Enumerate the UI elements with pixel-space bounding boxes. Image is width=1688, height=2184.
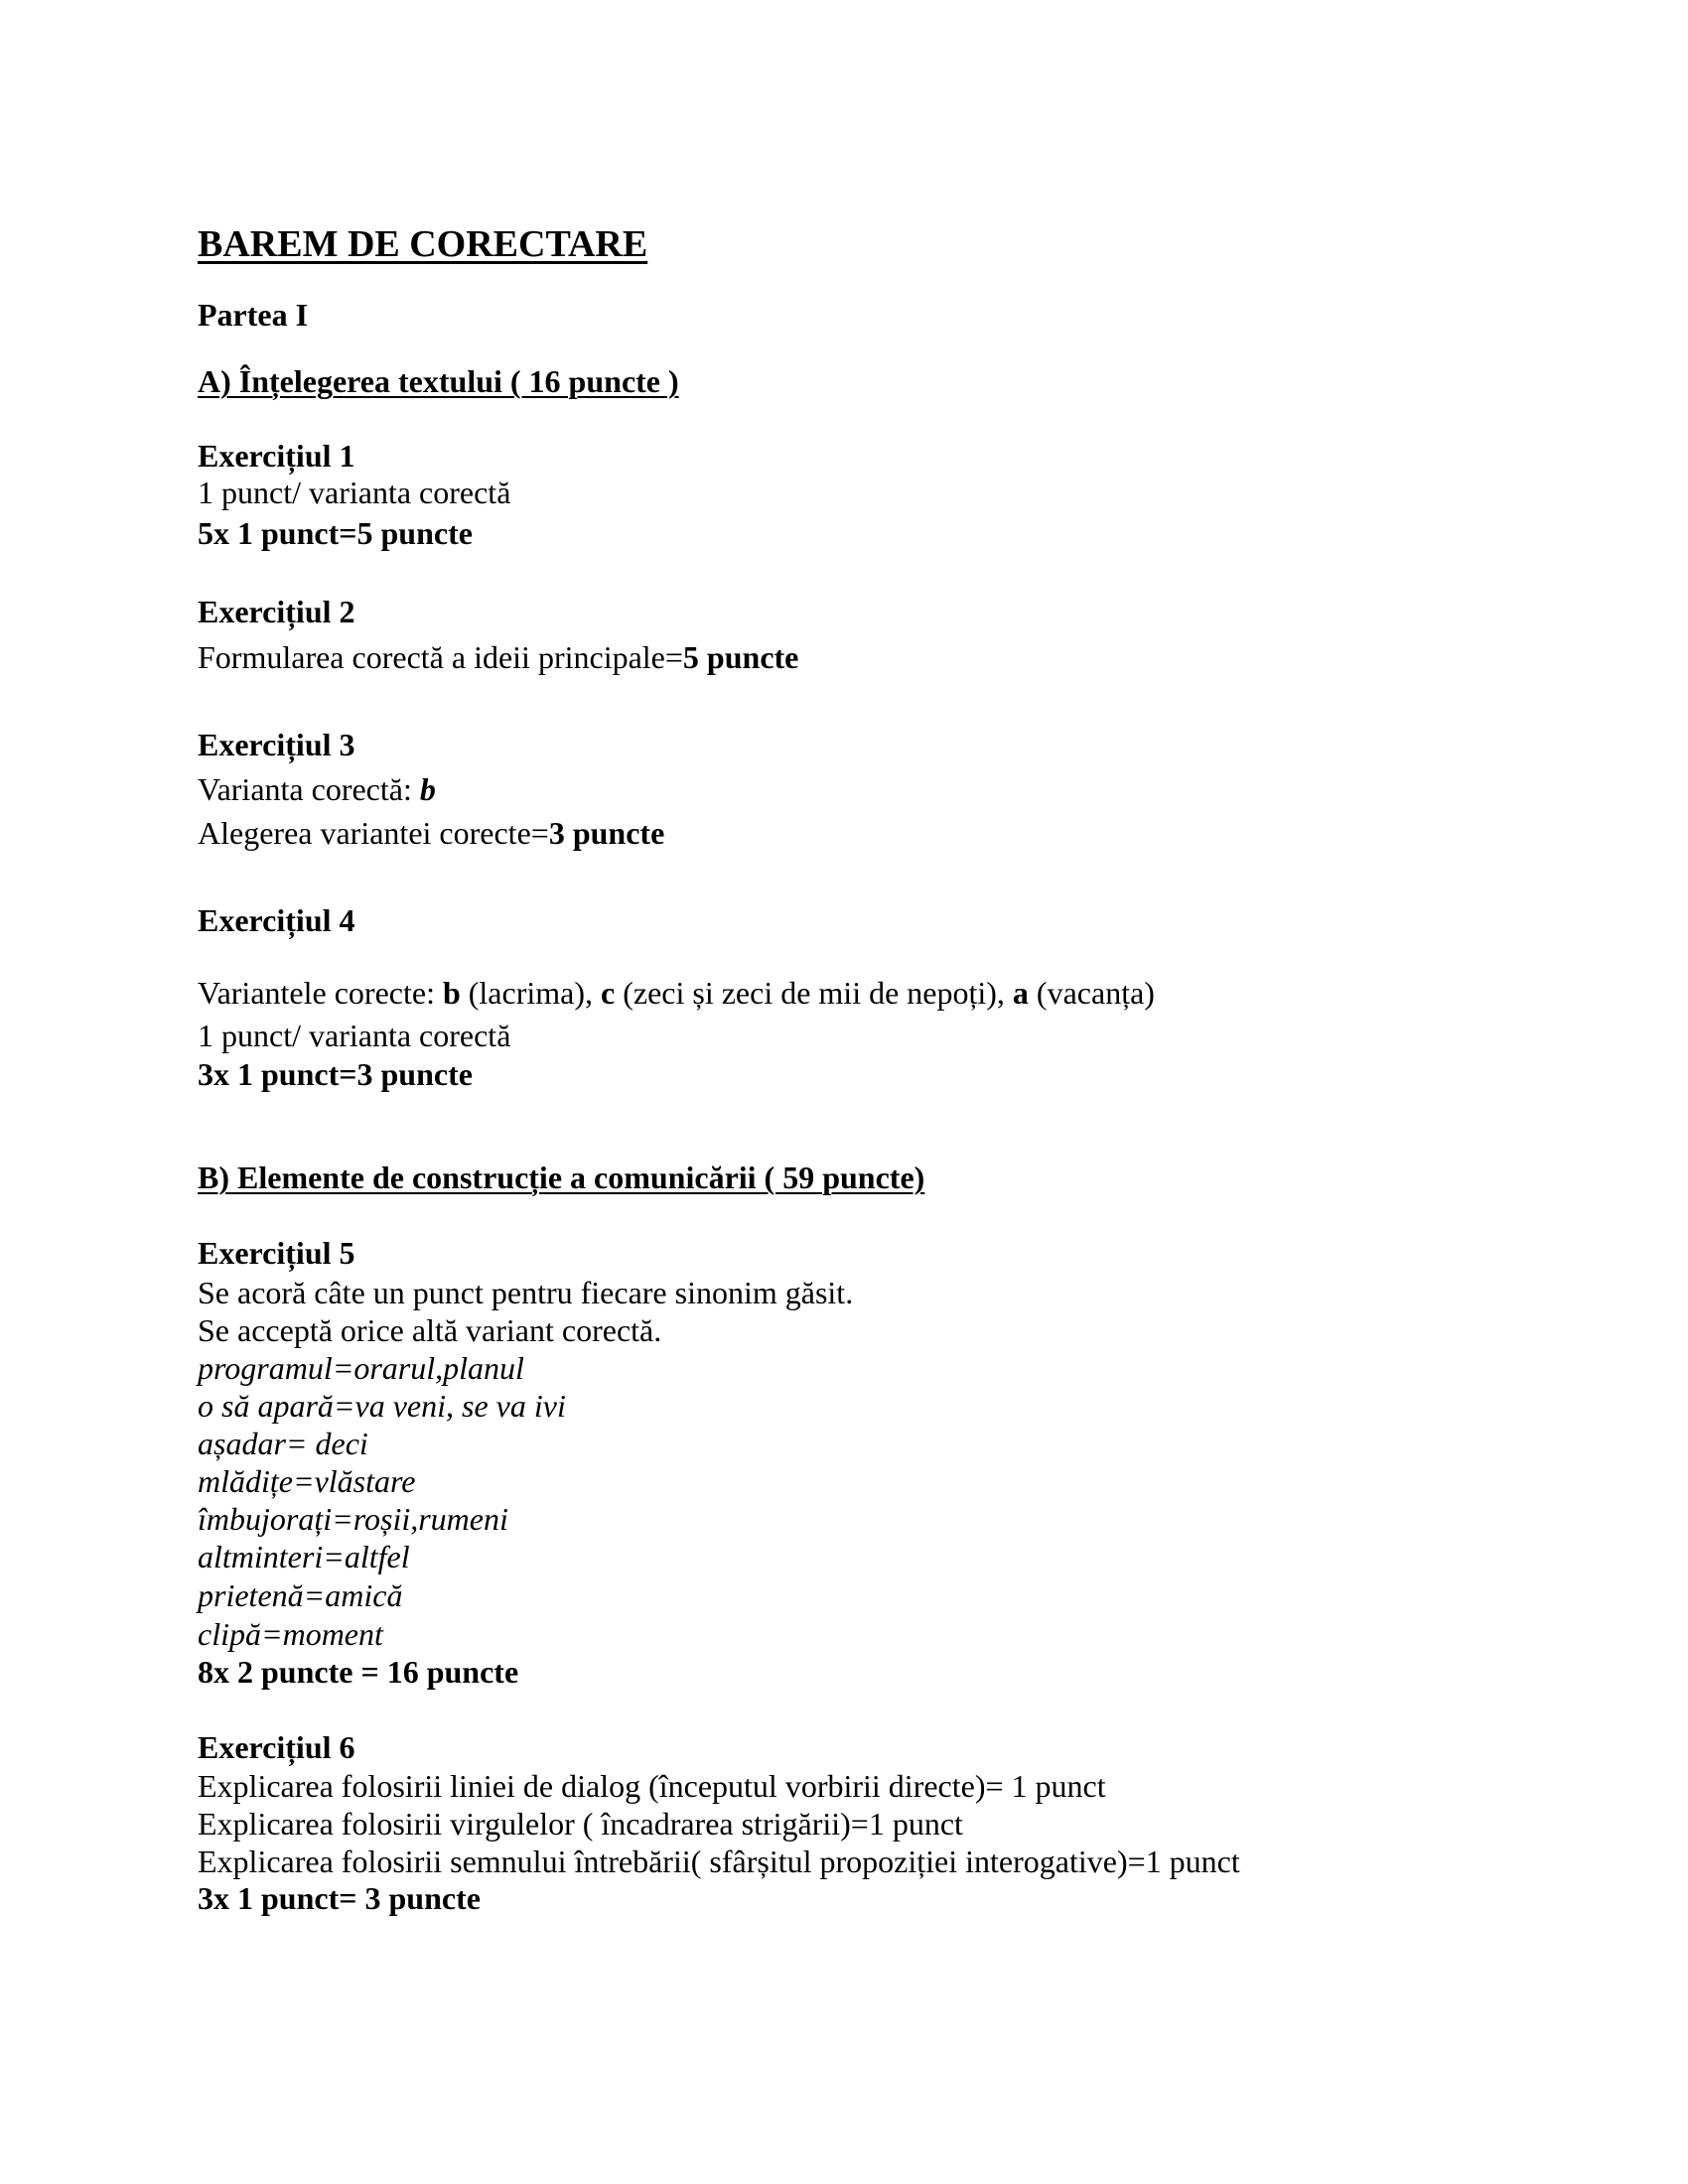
exercise-3-answer-line xyxy=(198,770,436,808)
page-title: BAREM DE CORECTARE xyxy=(198,223,648,265)
exercise-6-criterion: Explicarea folosirii semnului întrebării( sfârșitul propoziției interogative)=1 punct xyxy=(198,1843,1240,1879)
exercise-4-answer-text: (zeci și zeci de mii de nepoți), xyxy=(615,975,1013,1011)
part-heading: Partea I xyxy=(198,297,309,333)
exercise-4-heading: Exercițiul 4 xyxy=(198,902,355,938)
exercise-4-rule: 1 punct/ varianta corectă xyxy=(198,1018,511,1053)
exercise-2-points: 5 puncte xyxy=(682,639,799,675)
synonym-item: mlădițe=vlăstare xyxy=(198,1463,416,1499)
synonym-item: o să apară=va veni, se va ivi xyxy=(198,1388,566,1424)
exercise-2-criterion xyxy=(198,638,798,676)
exercise-2-heading: Exercițiul 2 xyxy=(198,594,355,629)
exercise-4-answer-text: (vacanța) xyxy=(1028,975,1155,1011)
exercise-3-points: 3 puncte xyxy=(548,815,665,851)
exercise-1-total: 5x 1 punct=5 puncte xyxy=(198,515,473,551)
exercise-3-answer: b xyxy=(419,771,436,807)
exercise-3-heading: Exercițiul 3 xyxy=(198,727,355,762)
exercise-5-total: 8x 2 puncte = 16 puncte xyxy=(198,1654,519,1690)
exercise-3-text: Alegerea variantei corecte= xyxy=(198,815,549,851)
synonym-item: prietenă=amică xyxy=(198,1577,403,1613)
exercise-5-heading: Exercițiul 5 xyxy=(198,1235,355,1271)
exercise-6-criterion: Explicarea folosirii liniei de dialog (începutul vorbirii directe)= 1 punct xyxy=(198,1768,1106,1804)
exercise-1-rule: 1 punct/ varianta corectă xyxy=(198,475,511,510)
synonym-item: clipă=moment xyxy=(198,1616,383,1652)
exercise-4-total: 3x 1 punct=3 puncte xyxy=(198,1056,473,1092)
exercise-6-criterion: Explicarea folosirii virgulelor ( încadrarea strigării)=1 punct xyxy=(198,1806,963,1842)
exercise-5-instruction: Se acceptă orice altă variant corectă. xyxy=(198,1312,662,1348)
exercise-3-criterion xyxy=(198,814,664,852)
exercise-4-answers-label: Variantele corecte: xyxy=(198,975,443,1011)
exercise-6-total: 3x 1 punct= 3 puncte xyxy=(198,1880,481,1916)
exercise-3-answer-label: Varianta corectă: xyxy=(198,771,420,807)
exercise-4-answer-letter: a xyxy=(1012,975,1029,1011)
exercise-1-heading: Exercițiul 1 xyxy=(198,438,355,474)
exercise-4-answers xyxy=(198,974,1155,1012)
exercise-4-answer-text: (lacrima), xyxy=(460,975,601,1011)
exercise-2-text: Formularea corectă a ideii principale= xyxy=(198,639,683,675)
section-b-heading: B) Elemente de construcție a comunicării ( 59 puncte) xyxy=(198,1160,925,1195)
synonym-item: altminteri=altfel xyxy=(198,1539,410,1574)
synonym-item: așadar= deci xyxy=(198,1426,368,1461)
synonym-item: îmbujorați=roșii,rumeni xyxy=(198,1501,508,1537)
exercise-5-instruction: Se acoră câte un punct pentru fiecare sinonim găsit. xyxy=(198,1275,854,1310)
synonym-item: programul=orarul,planul xyxy=(198,1350,524,1386)
exercise-4-answer-letter: b xyxy=(442,975,461,1011)
section-a-heading: A) Înțelegerea textului ( 16 puncte ) xyxy=(198,363,679,399)
exercise-6-heading: Exercițiul 6 xyxy=(198,1729,355,1765)
exercise-4-answer-letter: c xyxy=(601,975,616,1011)
